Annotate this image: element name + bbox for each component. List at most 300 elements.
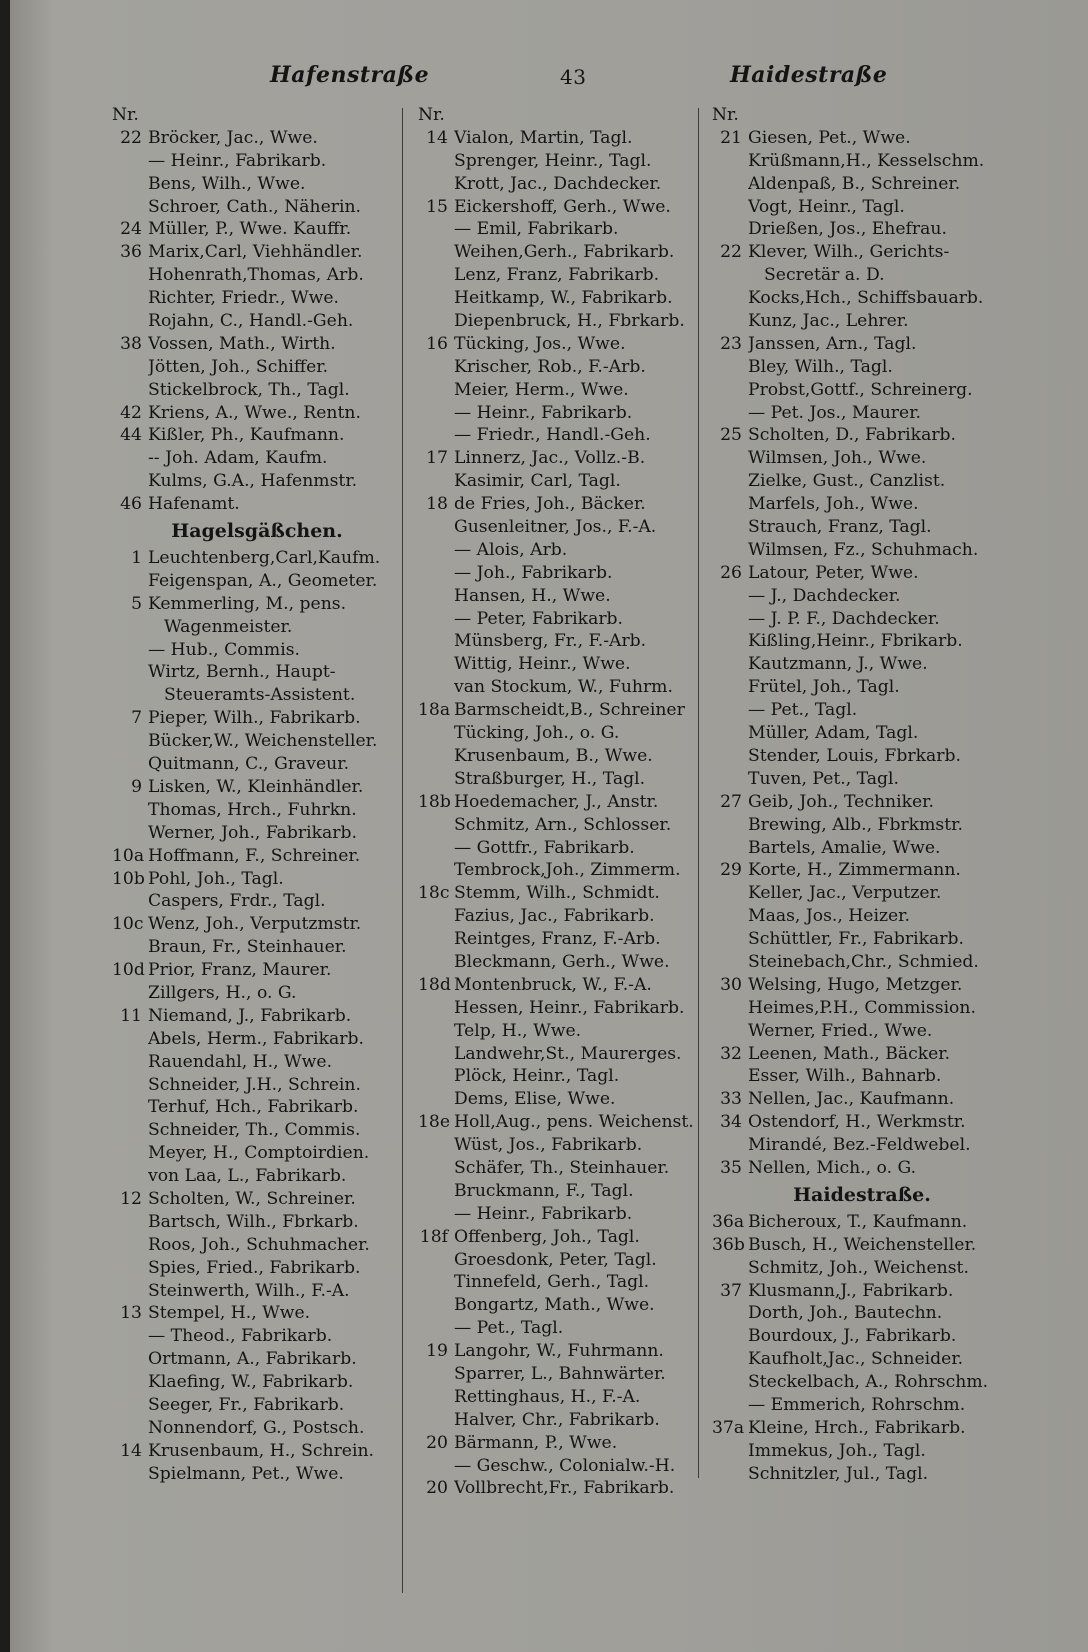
resident-text: Nellen, Mich., o. G.	[748, 1157, 917, 1178]
resident-text: Caspers, Frdr., Tagl.	[148, 891, 326, 912]
resident-text: Rauendahl, H., Wwe.	[148, 1051, 333, 1072]
house-number	[418, 1043, 454, 1066]
house-number	[712, 1440, 748, 1463]
resident-text: Kleine, Hrch., Fabrikarb.	[748, 1417, 966, 1438]
resident-text: Schroer, Cath., Näherin.	[148, 196, 361, 217]
directory-entry	[712, 333, 1012, 356]
resident-text: Pieper, Wilh., Fabrikarb.	[148, 708, 361, 729]
resident-text: Bley, Wilh., Tagl.	[748, 356, 893, 377]
house-number	[112, 1257, 148, 1280]
directory-entry	[418, 241, 710, 264]
directory-entry	[418, 470, 710, 493]
directory-entry	[418, 1363, 710, 1386]
house-number: 10a	[112, 845, 145, 866]
house-number: 36	[120, 242, 142, 263]
house-number	[418, 1134, 454, 1157]
house-number	[418, 1271, 454, 1294]
directory-entry	[418, 1271, 710, 1294]
house-number	[418, 1363, 454, 1386]
house-number: 18e	[418, 1112, 451, 1133]
directory-entry	[418, 1065, 710, 1088]
directory-entry	[112, 1119, 402, 1142]
directory-entry	[112, 173, 402, 196]
resident-text: Steueramts-Assistent.	[164, 685, 356, 706]
house-number	[418, 997, 454, 1020]
house-number	[418, 585, 454, 608]
house-number: 38	[120, 333, 142, 354]
house-number	[418, 1317, 454, 1340]
house-number	[112, 936, 148, 959]
directory-entry	[418, 1203, 710, 1226]
house-number: 10b	[112, 868, 145, 889]
resident-text: Schneider, J.H., Schrein.	[148, 1074, 361, 1095]
house-number	[418, 562, 454, 585]
directory-entry	[418, 630, 710, 653]
directory-entry	[712, 1134, 1012, 1157]
resident-text: Zillgers, H., o. G.	[148, 982, 297, 1003]
directory-entry	[112, 822, 402, 845]
resident-text: Sprenger, Heinr., Tagl.	[454, 150, 652, 171]
house-number	[712, 287, 748, 310]
resident-text: Stempel, H., Wwe.	[148, 1303, 311, 1324]
house-number: 37	[720, 1280, 742, 1301]
house-number	[112, 661, 148, 684]
resident-text: Pohl, Joh., Tagl.	[148, 868, 284, 889]
house-number	[712, 218, 748, 241]
directory-entry	[418, 379, 710, 402]
directory-entry	[712, 1280, 1012, 1303]
directory-entry	[112, 639, 402, 662]
house-number: 18d	[418, 974, 451, 995]
directory-entry	[112, 890, 402, 913]
house-number	[418, 768, 454, 791]
directory-entry	[418, 1386, 710, 1409]
resident-text: Rettinghaus, H., F.-A.	[454, 1386, 641, 1407]
house-number	[418, 951, 454, 974]
house-number	[418, 653, 454, 676]
column-nr-label: Nr.	[712, 105, 739, 125]
house-number	[712, 882, 748, 905]
directory-entry	[418, 493, 710, 516]
house-number: 11	[120, 1005, 142, 1026]
directory-entry	[418, 1020, 710, 1043]
directory-entry	[418, 837, 710, 860]
directory-entry	[712, 218, 1012, 241]
house-number: 18	[426, 494, 448, 515]
house-number	[112, 1074, 148, 1097]
directory-entry	[112, 310, 402, 333]
directory-entry	[418, 356, 710, 379]
house-number: 27	[720, 791, 742, 812]
resident-text: Ostendorf, H., Werkmstr.	[748, 1112, 966, 1133]
house-number: 44	[120, 425, 142, 446]
resident-text: Kaufholt,Jac., Schneider.	[748, 1349, 964, 1370]
directory-entry	[112, 982, 402, 1005]
directory-entry	[112, 447, 402, 470]
directory-entry	[112, 1463, 402, 1486]
resident-text: Sparrer, L., Bahnwärter.	[454, 1363, 666, 1384]
resident-text: Marix,Carl, Viehhändler.	[148, 242, 363, 263]
resident-text: Plöck, Heinr., Tagl.	[454, 1066, 620, 1087]
resident-text: Brewing, Alb., Fbrkmstr.	[748, 814, 963, 835]
resident-text: Weihen,Gerh., Fabrikarb.	[454, 242, 675, 263]
house-number: 36a	[712, 1211, 745, 1232]
house-number	[112, 379, 148, 402]
resident-text: Steckelbach, A., Rohrschm.	[748, 1372, 989, 1393]
house-number	[712, 653, 748, 676]
house-number	[112, 799, 148, 822]
directory-entry	[112, 753, 402, 776]
directory-entry	[712, 1157, 1012, 1180]
house-number	[712, 1463, 748, 1486]
resident-text: — Alois, Arb.	[454, 539, 568, 560]
directory-entry	[112, 1348, 402, 1371]
directory-entry	[418, 1226, 710, 1249]
running-header-left: Hafenstraße	[270, 62, 430, 88]
house-number	[418, 287, 454, 310]
resident-text: Jötten, Joh., Schiffer.	[148, 356, 329, 377]
house-number	[712, 630, 748, 653]
directory-entry	[112, 493, 402, 516]
directory-entry	[112, 333, 402, 356]
resident-text: Hafenamt.	[148, 494, 240, 515]
house-number	[712, 310, 748, 333]
house-number	[418, 676, 454, 699]
resident-text: — Heinr., Fabrikarb.	[454, 1203, 633, 1224]
resident-text: Giesen, Pet., Wwe.	[748, 127, 911, 148]
directory-entry	[418, 1477, 710, 1500]
resident-text: Lenz, Franz, Fabrikarb.	[454, 265, 660, 286]
house-number	[112, 1051, 148, 1074]
house-number	[712, 470, 748, 493]
page-number: 43	[560, 65, 587, 89]
resident-text: Krusenbaum, H., Schrein.	[148, 1440, 374, 1461]
resident-text: Krott, Jac., Dachdecker.	[454, 173, 662, 194]
house-number	[418, 1065, 454, 1088]
column-1	[112, 104, 402, 1486]
house-number	[712, 493, 748, 516]
resident-text: Barmscheidt,B., Schreiner	[454, 700, 685, 721]
resident-text: Heitkamp, W., Fabrikarb.	[454, 288, 673, 309]
house-number: 42	[120, 402, 142, 423]
resident-text: Keller, Jac., Verputzer.	[748, 883, 942, 904]
house-number	[112, 616, 148, 639]
directory-entry	[112, 1371, 402, 1394]
house-number	[712, 608, 748, 631]
resident-text: Hansen, H., Wwe.	[454, 585, 611, 606]
house-number	[712, 1302, 748, 1325]
house-number: 20	[426, 1478, 448, 1499]
resident-text: Prior, Franz, Maurer.	[148, 960, 332, 981]
house-number: 32	[720, 1043, 742, 1064]
directory-entry	[418, 1455, 710, 1478]
directory-entry	[712, 516, 1012, 539]
directory-entry	[418, 1317, 710, 1340]
directory-entry	[418, 905, 710, 928]
house-number	[112, 1211, 148, 1234]
directory-entry	[712, 882, 1012, 905]
resident-text: Offenberg, Joh., Tagl.	[454, 1226, 640, 1247]
resident-text: Bleckmann, Gerh., Wwe.	[454, 951, 670, 972]
house-number	[112, 1142, 148, 1165]
resident-text: Krischer, Rob., F.-Arb.	[454, 356, 646, 377]
directory-entry	[112, 1394, 402, 1417]
directory-entry	[712, 722, 1012, 745]
directory-entry	[112, 570, 402, 593]
resident-text: — J. P. F., Dachdecker.	[748, 608, 940, 629]
house-number	[712, 699, 748, 722]
directory-entry	[112, 218, 402, 241]
house-number	[112, 1325, 148, 1348]
directory-entry	[112, 799, 402, 822]
resident-text: Montenbruck, W., F.-A.	[454, 974, 652, 995]
directory-entry	[112, 1257, 402, 1280]
directory-entry	[112, 1005, 402, 1028]
house-number	[418, 1409, 454, 1432]
directory-entry	[712, 1234, 1012, 1257]
resident-text: Bartsch, Wilh., Fbrkarb.	[148, 1211, 359, 1232]
directory-entry	[712, 424, 1012, 447]
resident-text: — Theod., Fabrikarb.	[148, 1326, 333, 1347]
resident-text: Meyer, H., Comptoirdien.	[148, 1143, 370, 1164]
house-number	[418, 539, 454, 562]
directory-entry	[112, 1280, 402, 1303]
house-number	[112, 684, 148, 707]
directory-entry	[418, 150, 710, 173]
directory-entry	[418, 1043, 710, 1066]
house-number: 17	[426, 448, 448, 469]
house-number: 30	[720, 974, 742, 995]
resident-text: Kasimir, Carl, Tagl.	[454, 471, 621, 492]
directory-entry	[712, 310, 1012, 333]
resident-text: Landwehr,St., Maurerges.	[454, 1043, 682, 1064]
directory-entry	[712, 1257, 1012, 1280]
resident-text: Werner, Joh., Fabrikarb.	[148, 822, 357, 843]
directory-entry	[418, 333, 710, 356]
directory-entry	[712, 150, 1012, 173]
directory-entry	[418, 608, 710, 631]
resident-text: Bourdoux, J., Fabrikarb.	[748, 1326, 957, 1347]
directory-entry	[712, 768, 1012, 791]
directory-entry	[712, 1325, 1012, 1348]
house-number	[712, 1020, 748, 1043]
house-number	[418, 905, 454, 928]
resident-text: — Heinr., Fabrikarb.	[454, 402, 633, 423]
resident-text: Krusenbaum, B., Wwe.	[454, 745, 653, 766]
directory-entry	[112, 730, 402, 753]
resident-text: Kulms, G.A., Hafenmstr.	[148, 471, 358, 492]
directory-entry	[418, 791, 710, 814]
resident-text: — Gottfr., Fabrikarb.	[454, 837, 635, 858]
directory-entry	[712, 1211, 1012, 1234]
directory-entry	[418, 814, 710, 837]
directory-entry	[112, 1325, 402, 1348]
resident-text: — Pet. Jos., Maurer.	[748, 402, 921, 423]
house-number: 20	[426, 1432, 448, 1453]
resident-text: Marfels, Joh., Wwe.	[748, 494, 919, 515]
column-nr-label: Nr.	[418, 105, 445, 125]
directory-entry	[418, 1340, 710, 1363]
resident-text: Stemm, Wilh., Schmidt.	[454, 883, 660, 904]
resident-text: Bongartz, Math., Wwe.	[454, 1295, 655, 1316]
resident-text: Kautzmann, J., Wwe.	[748, 654, 928, 675]
directory-entry	[712, 608, 1012, 631]
directory-entry	[112, 547, 402, 570]
directory-entry	[418, 882, 710, 905]
house-number	[418, 356, 454, 379]
house-number	[112, 196, 148, 219]
resident-text: Hoedemacher, J., Anstr.	[454, 791, 659, 812]
directory-entry	[418, 974, 710, 997]
directory-entry	[418, 127, 710, 150]
house-number	[418, 379, 454, 402]
directory-entry	[112, 1211, 402, 1234]
house-number	[418, 264, 454, 287]
resident-text: Bruckmann, F., Tagl.	[454, 1180, 634, 1201]
directory-entry	[112, 684, 402, 707]
house-number: 18f	[419, 1226, 448, 1247]
house-number	[112, 1371, 148, 1394]
directory-entry	[712, 997, 1012, 1020]
directory-entry	[112, 356, 402, 379]
house-number	[418, 173, 454, 196]
directory-entry	[712, 791, 1012, 814]
directory-entry	[712, 379, 1012, 402]
resident-text: Terhuf, Hch., Fabrikarb.	[148, 1097, 359, 1118]
house-number: 9	[131, 776, 142, 797]
column-3	[712, 104, 1012, 1486]
directory-entry	[112, 1051, 402, 1074]
house-number	[418, 1455, 454, 1478]
directory-entry	[712, 814, 1012, 837]
resident-text: Leenen, Math., Bäcker.	[748, 1043, 951, 1064]
house-number	[112, 1028, 148, 1051]
directory-entry	[712, 653, 1012, 676]
house-number: 14	[426, 127, 448, 148]
resident-text: Bartels, Amalie, Wwe.	[748, 837, 941, 858]
resident-text: Vollbrecht,Fr., Fabrikarb.	[454, 1478, 675, 1499]
house-number	[418, 310, 454, 333]
resident-text: Langohr, W., Fuhrmann.	[454, 1341, 664, 1362]
directory-entry	[112, 1074, 402, 1097]
resident-text: Vogt, Heinr., Tagl.	[748, 196, 905, 217]
directory-entry	[418, 447, 710, 470]
resident-text: Aldenpaß, B., Schreiner.	[748, 173, 961, 194]
resident-text: Wüst, Jos., Fabrikarb.	[454, 1135, 643, 1156]
house-number: 15	[426, 196, 448, 217]
house-number	[712, 1371, 748, 1394]
directory-entry	[112, 1302, 402, 1325]
house-number	[712, 1325, 748, 1348]
resident-text: Schmitz, Joh., Weichenst.	[748, 1257, 969, 1278]
directory-entry	[712, 630, 1012, 653]
resident-text: Wilmsen, Fz., Schuhmach.	[748, 539, 979, 560]
resident-text: — Heinr., Fabrikarb.	[148, 150, 327, 171]
house-number	[112, 890, 148, 913]
house-number: 18c	[418, 883, 450, 904]
directory-entry	[712, 905, 1012, 928]
directory-entry	[712, 264, 1012, 287]
house-number	[112, 753, 148, 776]
resident-text: — Emmerich, Rohrschm.	[748, 1394, 966, 1415]
directory-entry	[712, 1371, 1012, 1394]
house-number	[112, 287, 148, 310]
resident-text: Bens, Wilh., Wwe.	[148, 173, 306, 194]
directory-entry	[712, 1043, 1012, 1066]
house-number: 37a	[712, 1417, 745, 1438]
directory-entry	[712, 745, 1012, 768]
resident-text: Rojahn, C., Handl.-Geh.	[148, 311, 354, 332]
resident-text: Schäfer, Th., Steinhauer.	[454, 1157, 670, 1178]
directory-entry	[418, 562, 710, 585]
resident-text: Zielke, Gust., Canzlist.	[748, 471, 946, 492]
resident-text: Schmitz, Arn., Schlosser.	[454, 814, 672, 835]
house-number	[112, 982, 148, 1005]
house-number: 16	[426, 333, 448, 354]
directory-entry	[712, 676, 1012, 699]
directory-entry	[112, 402, 402, 425]
house-number: 18b	[418, 791, 451, 812]
directory-entry	[712, 402, 1012, 425]
house-number: 36b	[712, 1234, 745, 1255]
directory-entry	[418, 745, 710, 768]
directory-entry	[418, 676, 710, 699]
directory-entry	[418, 287, 710, 310]
directory-entry	[418, 1134, 710, 1157]
resident-text: Strauch, Franz, Tagl.	[748, 517, 932, 538]
house-number: 23	[720, 333, 742, 354]
resident-text: Kriens, A., Wwe., Rentn.	[148, 402, 361, 423]
house-number: 19	[426, 1341, 448, 1362]
house-number: 13	[120, 1303, 142, 1324]
resident-text: Holl,Aug., pens. Weichenst.	[454, 1112, 694, 1133]
house-number: 24	[120, 219, 142, 240]
directory-entry	[712, 1020, 1012, 1043]
resident-text: Müller, P., Wwe. Kauffr.	[148, 219, 352, 240]
directory-entry	[712, 928, 1012, 951]
directory-entry	[112, 707, 402, 730]
house-number	[418, 150, 454, 173]
house-number	[712, 1394, 748, 1417]
house-number	[418, 837, 454, 860]
directory-entry	[712, 699, 1012, 722]
directory-entry	[418, 1111, 710, 1134]
resident-text: Werner, Fried., Wwe.	[748, 1020, 933, 1041]
directory-entry	[712, 1302, 1012, 1325]
resident-text: Janssen, Arn., Tagl.	[748, 333, 917, 354]
directory-entry	[418, 1409, 710, 1432]
resident-text: Vialon, Martin, Tagl.	[454, 127, 633, 148]
house-number	[418, 745, 454, 768]
resident-text: Hohenrath,Thomas, Arb.	[148, 265, 364, 286]
directory-entry	[418, 997, 710, 1020]
resident-text: Dorth, Joh., Bautechn.	[748, 1303, 943, 1324]
directory-entry	[712, 127, 1012, 150]
column-divider	[402, 108, 403, 1593]
house-number	[112, 310, 148, 333]
directory-entry	[112, 1440, 402, 1463]
resident-text: Bücker,W., Weichensteller.	[148, 731, 378, 752]
house-number	[112, 447, 148, 470]
directory-entry	[112, 1417, 402, 1440]
resident-text: Eickershoff, Gerh., Wwe.	[454, 196, 671, 217]
column-nr-label: Nr.	[112, 105, 139, 125]
house-number	[418, 1020, 454, 1043]
resident-text: Klaefing, W., Fabrikarb.	[148, 1372, 354, 1393]
resident-text: Latour, Peter, Wwe.	[748, 562, 919, 583]
directory-entry	[418, 196, 710, 219]
directory-entry	[712, 859, 1012, 882]
